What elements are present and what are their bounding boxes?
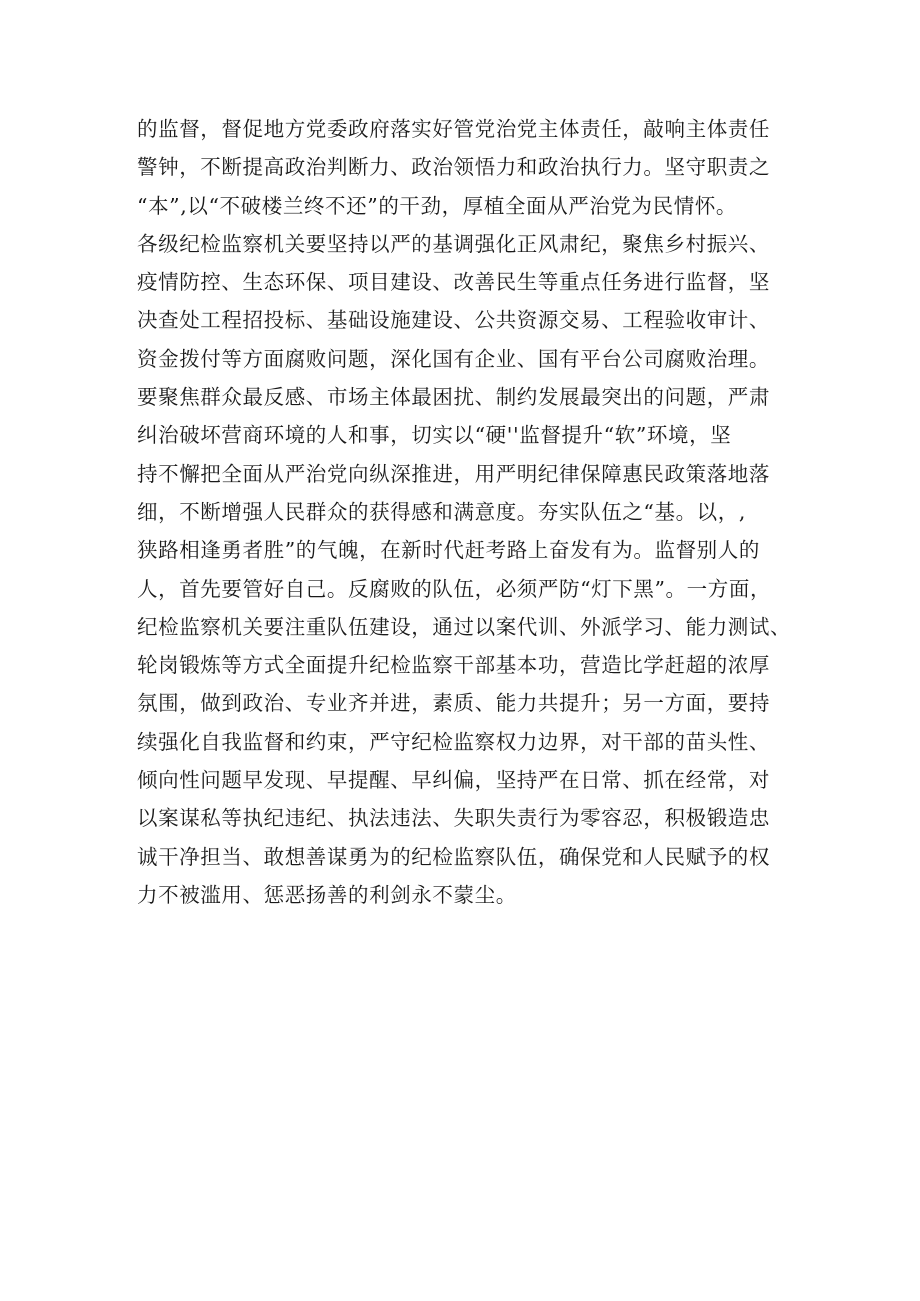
text-line: “本”,以“不破楼兰终不还”的干劲，厚植全面从严治党为民情怀。 bbox=[137, 193, 738, 218]
text-line: 力不被滥用、惩恶扬善的利剑永不蒙尘。 bbox=[137, 882, 517, 907]
text-line: 以案谋私等执纪违纪、执法违法、失职失责行为零容忍，积极锻造忠 bbox=[137, 806, 770, 831]
text-line: 持不懈把全面从严治党向纵深推进，用严明纪律保障惠民政策落地落 bbox=[137, 461, 770, 486]
text-line: 轮岗锻炼等方式全面提升纪检监察干部基本功，营造比学赶超的浓厚 bbox=[137, 653, 770, 678]
text-line: 决查处工程招投标、基础设施建设、公共资源交易、工程验收审计、 bbox=[137, 308, 770, 333]
text-line: 倾向性问题早发现、早提醒、早纠偏，坚持严在日常、抓在经常，对 bbox=[137, 768, 770, 793]
text-line: 疫情防控、生态环保、项目建设、改善民生等重点任务进行监督，坚 bbox=[137, 270, 770, 295]
text-line: 人，首先要管好自己。反腐败的队伍，必须严防“灯下黑”。一方面， bbox=[137, 576, 772, 601]
text-line: 细，不断增强人民群众的获得感和满意度。夯实队伍之“基。以，, bbox=[137, 499, 746, 524]
text-line: 氛围，做到政治、专业齐并进，素质、能力共提升；另一方面，要持 bbox=[137, 691, 770, 716]
text-line: 纪检监察机关要注重队伍建设，通过以案代训、外派学习、能力测试、 bbox=[137, 614, 792, 639]
text-line: 警钟，不断提高政治判断力、政治领悟力和政治执行力。坚守职责之 bbox=[137, 155, 770, 180]
text-line: 的监督，督促地方党委政府落实好管党治党主体责任，敲响主体责任 bbox=[137, 117, 770, 141]
text-line: 资金拨付等方面腐败问题，深化国有企业、国有平台公司腐败治理。 bbox=[137, 346, 770, 371]
text-line: 续强化自我监督和约束，严守纪检监察权力边界，对干部的苗头性、 bbox=[137, 729, 770, 754]
body-paragraph bbox=[137, 110, 817, 914]
text-line: 纠治破坏营商环境的人和事，切实以“硬''监督提升“软”环境，坚 bbox=[137, 423, 732, 448]
text-line: 要聚焦群众最反感、市场主体最困扰、制约发展最突出的问题，严肃 bbox=[137, 385, 770, 410]
text-line: 各级纪检监察机关要坚持以严的基调强化正风肃纪，聚焦乡村振兴、 bbox=[137, 231, 770, 256]
text-line: 诚干净担当、敢想善谋勇为的纪检监察队伍，确保党和人民赋予的权 bbox=[137, 844, 770, 869]
text-line: 狭路相逢勇者胜”的气魄，在新时代赶考路上奋发有为。监督别人的 bbox=[137, 538, 760, 563]
